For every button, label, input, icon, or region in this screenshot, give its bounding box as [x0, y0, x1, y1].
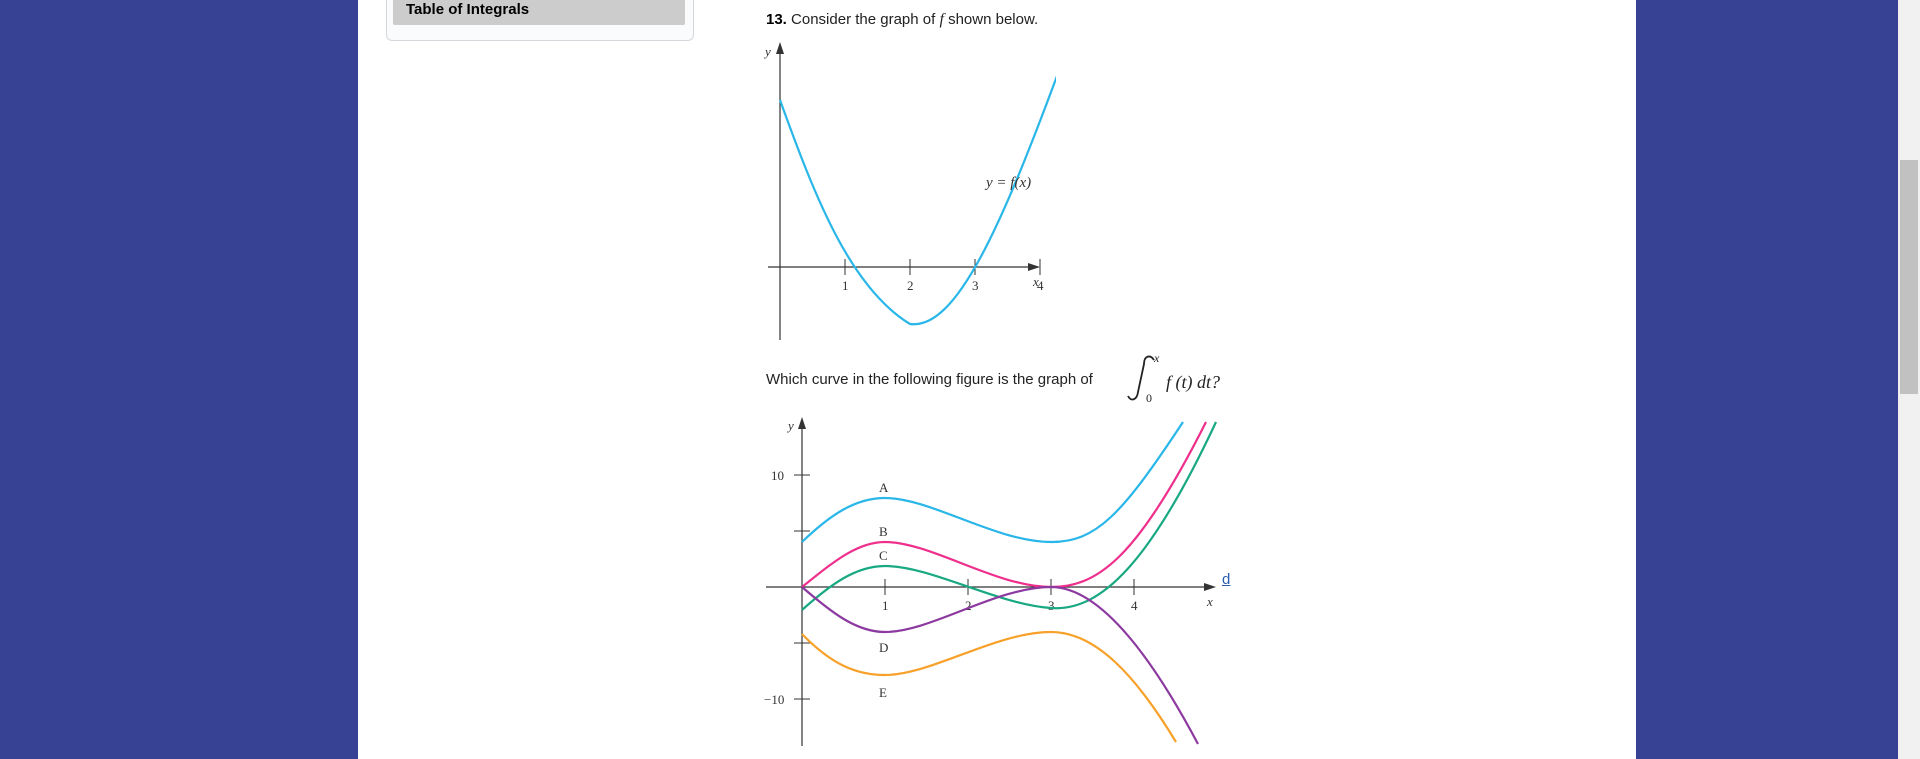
- content-page: [358, 0, 1636, 759]
- candidate-curves-figure: [756, 416, 1226, 756]
- y-axis-arrow: [776, 42, 784, 54]
- question-number: 13.: [766, 11, 787, 28]
- question-text-before: Consider the graph of: [791, 11, 936, 28]
- curve-label-e: E: [879, 685, 887, 700]
- curve-label-d: D: [879, 640, 889, 655]
- x-tick-label-3: 3: [1048, 598, 1055, 613]
- d-link[interactable]: d: [1222, 571, 1231, 588]
- tick-label-1: 1: [842, 278, 849, 293]
- x-tick-label-2: 2: [965, 598, 972, 613]
- scrollbar-thumb[interactable]: [1900, 160, 1918, 394]
- curve-e: [802, 632, 1176, 742]
- y-tick-label-10: 10: [771, 468, 784, 483]
- y-axis-arrow: [798, 417, 806, 429]
- x-tick-label-4: 4: [1131, 598, 1138, 613]
- x-axis-arrow: [1028, 263, 1040, 271]
- tick-label-3: 3: [972, 278, 979, 293]
- x-axis-label: x: [1033, 274, 1039, 289]
- y-axis-label: y: [788, 418, 794, 433]
- tick-label-2: 2: [907, 278, 914, 293]
- y-tick-label-minus10: −10: [764, 692, 785, 707]
- curve-label-c: C: [879, 548, 888, 563]
- x-axis-arrow: [1204, 583, 1216, 591]
- integral-lower-limit: 0: [1146, 391, 1152, 404]
- question-text-after: shown below.: [948, 11, 1039, 28]
- x-tick-label-1: 1: [882, 598, 889, 613]
- integrand: f (t) dt?: [1166, 372, 1220, 392]
- curve-label-b: B: [879, 524, 888, 539]
- integral-upper-limit: x: [1154, 352, 1160, 365]
- curve-b: [802, 422, 1206, 587]
- question-13-text: [766, 11, 1038, 29]
- table-of-integrals-link[interactable]: Table of Integrals: [393, 0, 685, 25]
- curve-a: [802, 422, 1183, 542]
- prompt-text: Which curve in the following figure is the graph of: [766, 371, 1093, 388]
- integral-expression: [1124, 352, 1304, 404]
- curve-c: [802, 422, 1216, 610]
- function-name: f: [939, 11, 944, 28]
- curve-label: y = f(x): [986, 175, 1032, 191]
- y-axis-label: y: [765, 44, 771, 59]
- x-axis-label: x: [1207, 594, 1213, 609]
- curve-d: [802, 587, 1198, 744]
- curve-label-a: A: [879, 480, 889, 495]
- tick-label-4: 4: [1037, 278, 1044, 293]
- sidebar-panel: [386, 0, 694, 41]
- graph-of-f: [756, 40, 1056, 350]
